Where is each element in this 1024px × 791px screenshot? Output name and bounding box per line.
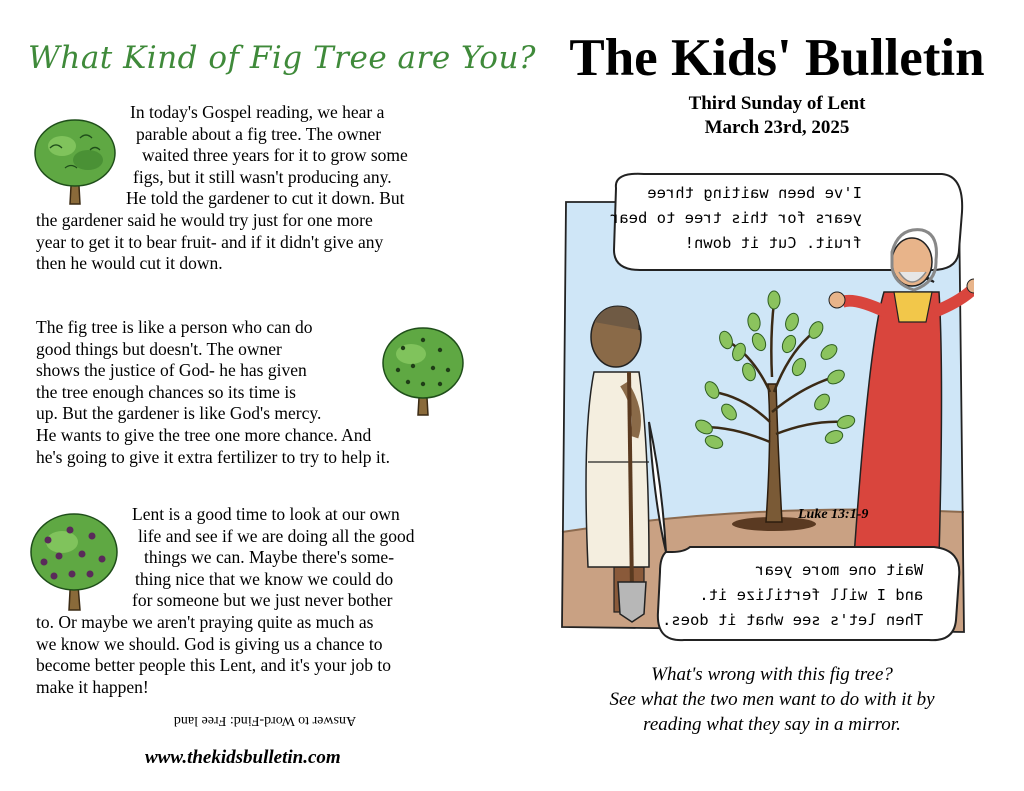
fig-tree-with-fruit-icon xyxy=(26,504,122,614)
calendar-date: March 23rd, 2025 xyxy=(704,117,850,138)
right-panel xyxy=(512,0,1024,791)
article-title: What Kind of Fig Tree are You? xyxy=(28,40,537,76)
fig-tree-with-fruit-icon xyxy=(378,318,468,418)
fig-tree-icon xyxy=(30,108,120,208)
scripture-reference: Luke 13:1-9 xyxy=(798,507,869,522)
mirror-question: What's wrong with this fig tree? See what the two men want to do with it by reading what they say in a mirror. xyxy=(609,664,935,735)
paragraph-3: Lent is a good time to look at our own life and see if we are doing all the good things we can. Maybe there's some- thing nice that we know we could do for someone but we just never bother to. Or maybe we aren't praying quite as much as we know we should. God is giving us a chance to become better people this Lent, and it's your job to make it happen! xyxy=(36,504,415,697)
bulletin-title: The Kids' Bulletin xyxy=(569,29,985,87)
paragraph-1: In today's Gospel reading, we hear a parable about a fig tree. The owner waited three years for it to grow some figs, but it still wasn't producing any. He told the gardener to cut it down. But the gardener said he would try just for one more year to get it to bear fruit- and if it didn't give any then he would cut it down. xyxy=(36,102,408,274)
owner-speech-text: I've been waiting three years for this tree to bear fruit. Cut it down! xyxy=(610,184,862,252)
paragraph-2: The fig tree is like a person who can do good things but doesn't. The owner shows the justice of God- he has given the tree enough chances so its time is up. But the gardener is like God's mercy. He wants to give the tree one more chance. And he's going to give it extra fertilizer to try to help it. xyxy=(36,317,391,467)
gardener-speech-text: Wait one more year and I will fertilize it. Then let's see what it does. xyxy=(662,561,924,629)
word-find-answer: Answer to Word-Find: Free land xyxy=(173,713,357,728)
website-url: www.thekidsbulletin.com xyxy=(145,747,341,768)
liturgical-date: Third Sunday of Lent xyxy=(688,93,866,114)
